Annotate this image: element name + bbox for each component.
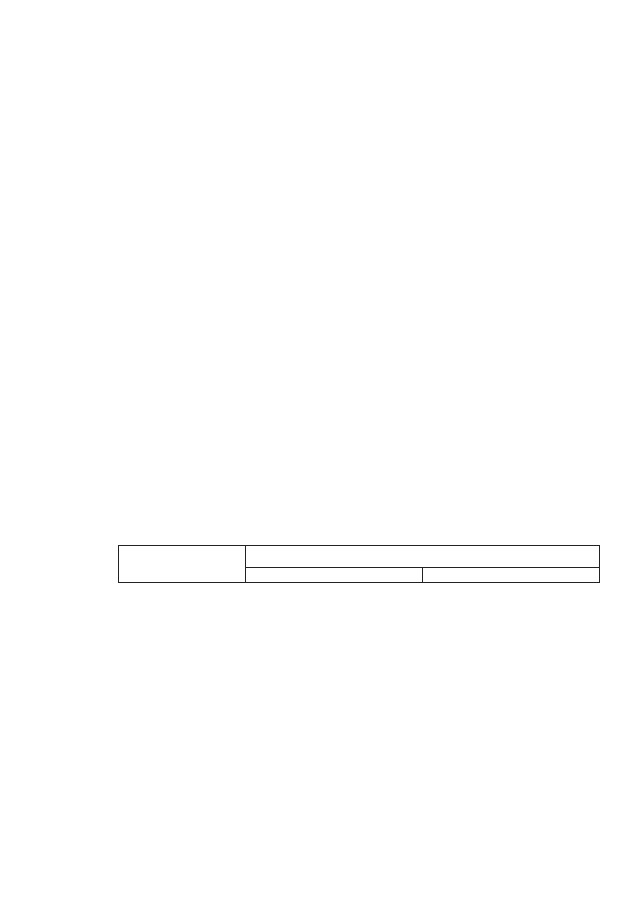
coordinates-table-25 [118,545,600,583]
header-x [246,567,423,582]
header-y [423,567,600,582]
header-coordinates [246,546,600,568]
header-points [119,546,246,583]
